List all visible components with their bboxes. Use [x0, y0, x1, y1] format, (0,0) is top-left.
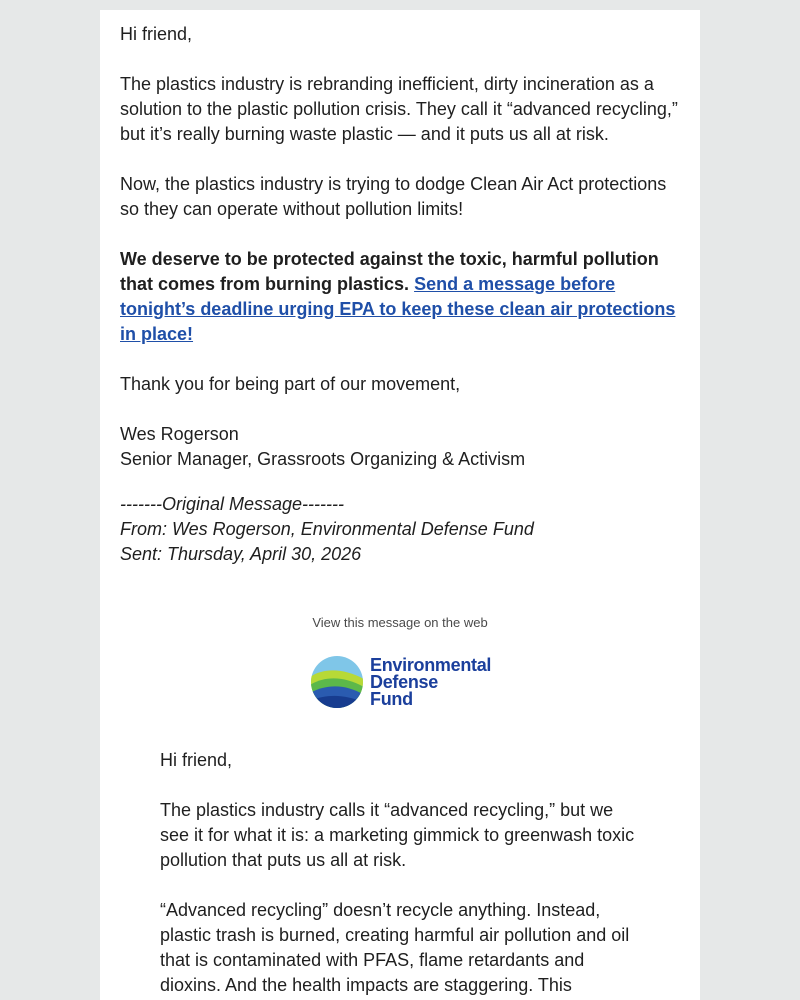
original-from: From: Wes Rogerson, Environmental Defense Fund — [120, 519, 534, 539]
edf-logo-text — [370, 657, 491, 708]
greeting: Hi friend, — [120, 24, 193, 44]
forwarded-paragraph-1: The plastics industry calls it “advanced recycling,” but we see it for what it is: a marketing gimmick to greenwash toxic pollution that puts us all at risk. — [160, 800, 635, 870]
forwarded-body — [160, 748, 640, 1000]
bold-statement: We deserve to be protected against the toxic, harmful pollution that comes from burning plastics. — [120, 249, 659, 294]
paragraph-1: The plastics industry is rebranding inefficient, dirty incineration as a solution to the plastic pollution crisis. They call it “advanced recycling,” but it’s really burning waste plastic — and it puts us all at risk. — [120, 74, 678, 144]
original-sent: Sent: Thursday, April 30, 2026 — [120, 544, 362, 564]
edf-logo — [310, 655, 500, 711]
send-message-link[interactable]: Send a message before tonight’s deadline urging EPA to keep these clean air protections in place! — [120, 274, 676, 344]
paragraph-2: Now, the plastics industry is trying to dodge Clean Air Act protections so they can operate without pollution limits! — [120, 174, 667, 219]
signature-title: Senior Manager, Grassroots Organizing & Activism — [120, 449, 526, 469]
logo-line-2: Defense — [370, 672, 438, 692]
signature-name: Wes Rogerson — [120, 424, 239, 444]
paragraph-3 — [120, 247, 685, 347]
edf-logo-icon — [310, 655, 364, 709]
original-message-block — [120, 492, 685, 567]
forwarded-paragraph-2: “Advanced recycling” doesn’t recycle anything. Instead, plastic trash is burned, creating harmful air pollution and oil that is contaminated with PFAS, flame retardants and dioxins. And the health impacts are staggering. This — [160, 900, 630, 995]
original-message-header: -------Original Message------- — [120, 494, 344, 514]
logo-line-1: Environmental — [370, 655, 492, 675]
view-on-web-link[interactable]: View this message on the web — [312, 615, 488, 630]
logo-line-3: Fund — [370, 689, 413, 709]
closing: Thank you for being part of our movement, — [120, 374, 461, 394]
email-body — [120, 22, 685, 567]
forwarded-greeting: Hi friend, — [160, 750, 233, 770]
email-card — [100, 10, 700, 1000]
